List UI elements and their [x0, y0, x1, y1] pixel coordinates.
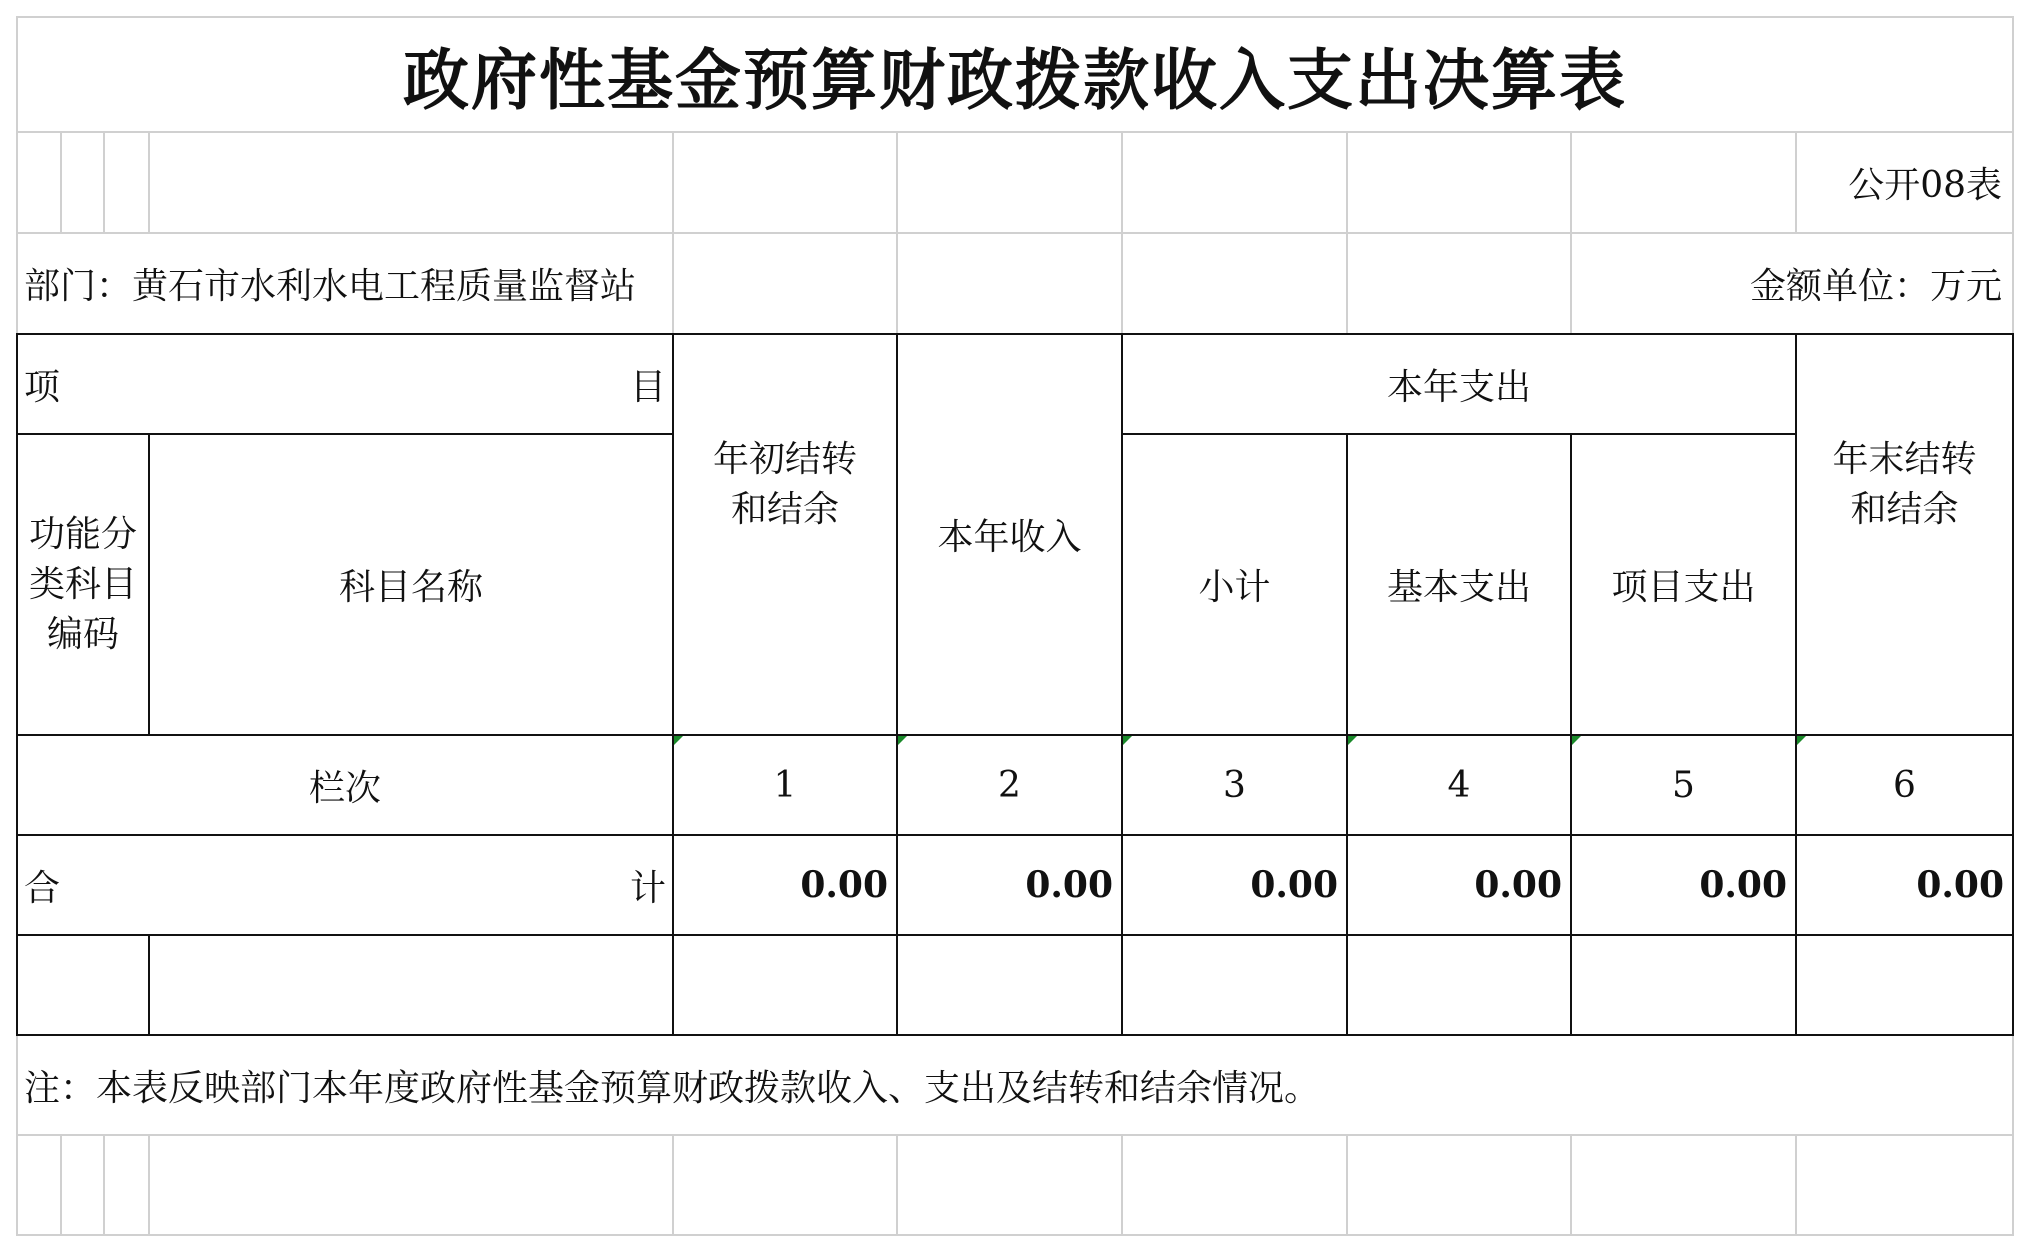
page-title: 政府性基金预算财政拨款收入支出决算表 [403, 41, 1627, 119]
total-label-left: 合 [24, 867, 61, 909]
header-item-right: 目 [629, 366, 666, 408]
column-number: 1 [773, 764, 797, 806]
header-project-expense: 项目支出 [1611, 567, 1756, 608]
gridline [1346, 1134, 1348, 1236]
header-item-left: 项 [24, 366, 61, 408]
department-label: 部门：黄石市水利水电工程质量监督站 [24, 266, 637, 307]
table-border [2012, 333, 2014, 1036]
gridline [1570, 1134, 1572, 1236]
header-basic-expense: 基本支出 [1386, 567, 1531, 608]
gridline [2012, 1034, 2014, 1236]
column-number: 3 [1223, 764, 1246, 806]
gridline [60, 131, 62, 232]
gridline [1795, 1134, 1797, 1236]
total-value: 0.00 [1699, 864, 1787, 906]
header-closing-balance: 年末结转和结余 [1832, 438, 1977, 530]
table-border [148, 934, 150, 1036]
gridline [103, 131, 105, 232]
gridline [896, 131, 898, 334]
header-function-code: 功能分类科目编码 [28, 513, 137, 655]
header-subject-name: 科目名称 [338, 567, 483, 608]
column-number: 6 [1893, 764, 1916, 806]
gridline [2012, 16, 2014, 334]
gridline [1121, 131, 1123, 334]
table-border [16, 934, 2014, 936]
header-annual-income: 本年收入 [937, 517, 1082, 558]
total-value: 0.00 [1025, 864, 1113, 906]
gridline [103, 1134, 105, 1236]
gridline [1346, 131, 1348, 334]
column-number: 5 [1672, 764, 1695, 806]
header-opening-balance: 年初结转和结余 [712, 438, 857, 530]
column-number: 2 [998, 764, 1021, 806]
gridline [16, 1134, 2014, 1136]
footnote: 注：本表反映部门本年度政府性基金预算财政拨款收入、支出及结转和结余情况。 [24, 1067, 1321, 1109]
total-value: 0.00 [1250, 864, 1338, 906]
total-label-right: 计 [629, 867, 666, 909]
total-value: 0.00 [1916, 864, 2004, 906]
gridline [60, 1134, 62, 1236]
gridline [16, 1234, 2014, 1236]
gridline [1570, 131, 1572, 334]
unit-label: 金额单位：万元 [1749, 266, 2002, 307]
total-value: 0.00 [1474, 864, 1562, 906]
column-row-label: 栏次 [308, 767, 381, 809]
total-value: 0.00 [800, 864, 888, 906]
gridline [148, 131, 150, 232]
gridline [16, 1034, 18, 1236]
table-code: 公开08表 [1848, 165, 2002, 206]
gridline [672, 1134, 674, 1236]
gridline [896, 1134, 898, 1236]
gridline [1121, 1134, 1123, 1236]
gridline [16, 131, 2014, 133]
column-number: 4 [1447, 764, 1471, 806]
header-annual-expense: 本年支出 [1386, 366, 1531, 408]
header-subtotal: 小计 [1198, 567, 1271, 608]
gridline [148, 1134, 150, 1236]
